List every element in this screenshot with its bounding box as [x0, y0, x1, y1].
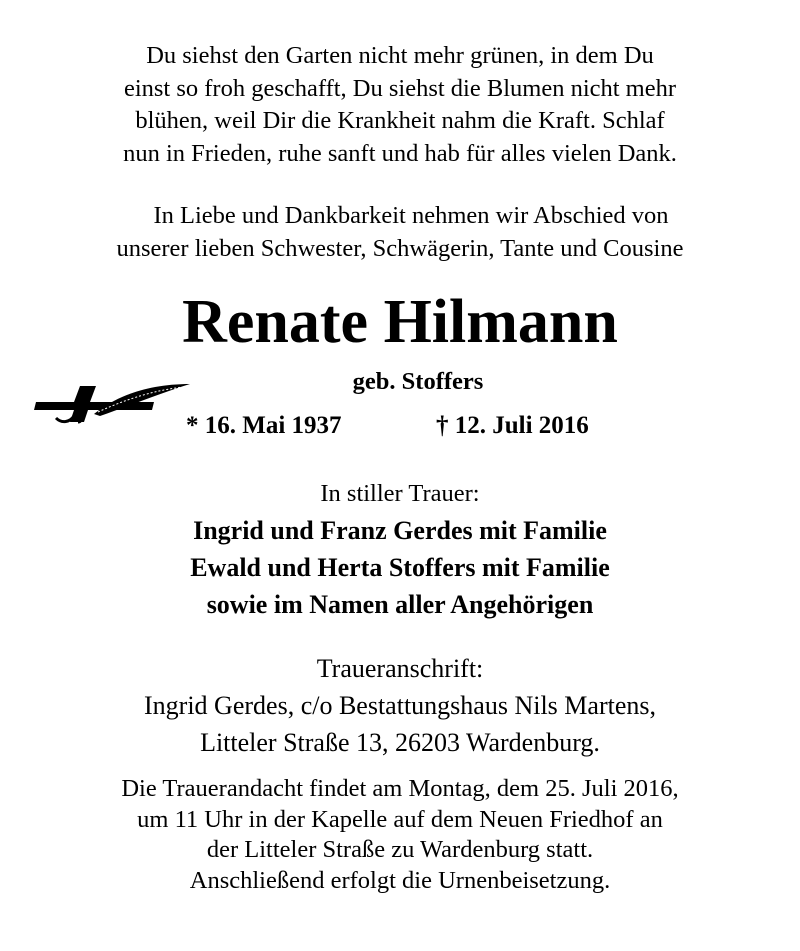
service-line: Anschließend erfolgt die Urnenbeisetzung.: [189, 866, 611, 894]
address-block: [0, 650, 800, 761]
mourner-line: sowie im Namen aller Angehörigen: [206, 590, 594, 619]
birth-date: * 16. Mai 1937: [186, 412, 342, 439]
address-line: Ingrid Gerdes, c/o Bestattungshaus Nils Martens,: [144, 691, 656, 720]
service-line: um 11 Uhr in der Kapelle auf dem Neuen Friedhof an: [137, 805, 663, 833]
service-line: der Litteler Straße zu Wardenburg statt.: [206, 836, 594, 863]
verse: [0, 40, 800, 170]
verse-line: blühen, weil Dir die Krankheit nahm die Kraft. Schlaf: [135, 107, 665, 134]
mourner-line: Ingrid und Franz Gerdes mit Familie: [193, 516, 607, 545]
mourning-label: In stiller Trauer:: [320, 480, 480, 507]
death-date: † 12. Juli 2016: [436, 412, 589, 439]
deceased-name: Renate Hilmann: [182, 288, 618, 356]
verse-line: einst so froh geschafft, Du siehst die Blumen nicht mehr: [123, 74, 677, 102]
verse-line: nun in Frieden, ruhe sanft und hab für alles vielen Dank.: [123, 139, 677, 167]
mourner-line: Ewald und Herta Stoffers mit Familie: [190, 553, 610, 582]
verse-line: Du siehst den Garten nicht mehr grünen, in dem Du: [146, 42, 654, 69]
service-info: [0, 774, 800, 896]
cross-palm-icon: [34, 378, 194, 428]
maiden-name: geb. Stoffers: [352, 368, 484, 395]
intro-line: In Liebe und Dankbarkeit nehmen wir Abschied von: [153, 202, 669, 229]
address-label: Traueranschrift:: [316, 654, 484, 683]
address-line: Litteler Straße 13, 26203 Wardenburg.: [200, 728, 600, 757]
intro-line: unserer lieben Schwester, Schwägerin, Tante und Cousine: [116, 234, 684, 262]
mourners: [0, 512, 800, 623]
intro: [0, 200, 800, 265]
service-line: Die Trauerandacht findet am Montag, dem 25. Juli 2016,: [121, 775, 679, 802]
